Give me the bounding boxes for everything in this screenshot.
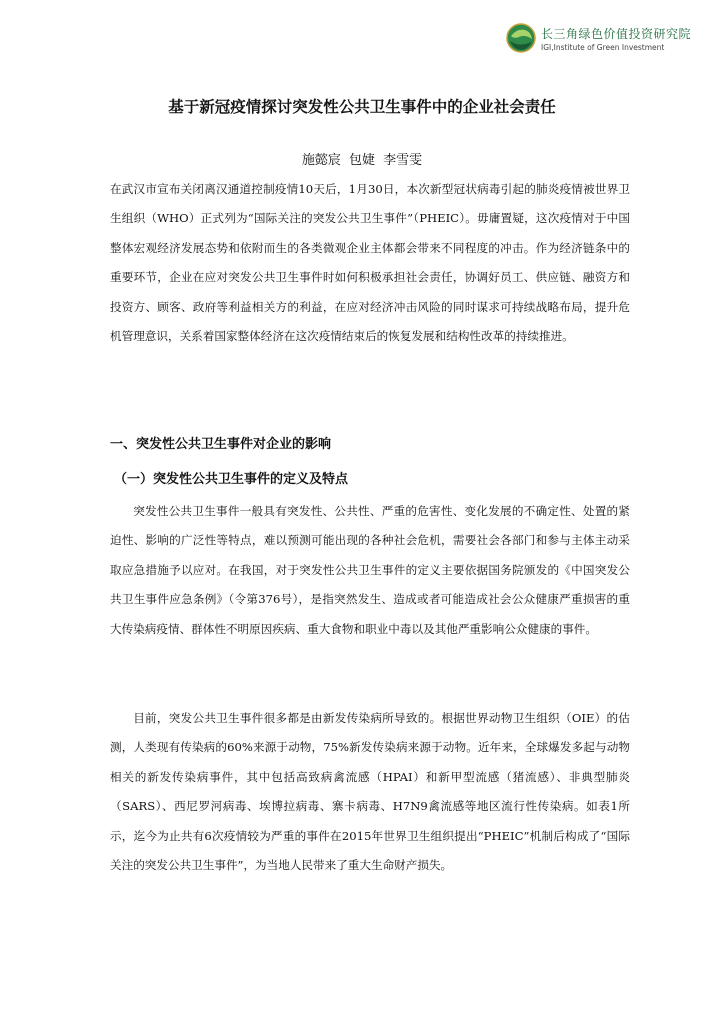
article-authors: 施懿宸 包婕 李雪雯 xyxy=(301,153,423,168)
org-name-en: IGI,Institute of Green Investment xyxy=(541,43,665,52)
definition-paragraph: 突发性公共卫生事件一般具有突发性、公共性、严重的危害性、变化发展的不确定性、处置的紧迫性、影响的广泛性等特点，难以预测可能出现的各种社会危机，需要社会各部门和参与主体主动采取应急措施予以应对。在我国，对于突发性公共卫生事件的定义主要依据国务院颁发的《中国突发公共卫生事件应急条例》（令第376号），是指突然发生、造成或者可能造成社会公众健康严重损害的重大传染病疫情、群体性不明原因疾病、重大食物和职业中毒以及其他严重影响公众健康的事件。 xyxy=(110,504,630,636)
article-title: 基于新冠疫情探讨突发性公共卫生事件中的企业社会责任 xyxy=(168,98,556,116)
intro-paragraph: 在武汉市宣布关闭离汉通道控制疫情10天后，1月30日，本次新型冠状病毒引起的肺炎疫情被世界卫生组织（WHO）正式列为“国际关注的突发公共卫生事件”（PHEIC）。毋庸置疑，这次疫情对于中国整体宏观经济发展态势和依附而生的各类微观企业主体都会带来不同程度的冲击。作为经济链条中的重要环节，企业在应对突发公共卫生事件时如何积极承担社会责任，协调好员工、供应链、融资方和投资方、顾客、政府等利益相关方的利益，在应对经济冲击风险的同时谋求可持续战略布局，提升危机管理意识，关系着国家整体经济在这次疫情结束后的恢复发展和结构性改革的持续推进。 xyxy=(110,182,630,344)
subsection-heading: （一）突发性公共卫生事件的定义及特点 xyxy=(114,472,349,487)
org-name-cn: 长三角绿色价值投资研究院 xyxy=(541,27,692,41)
section-heading: 一、突发性公共卫生事件对企业的影响 xyxy=(110,437,332,452)
green-globe-logo-icon xyxy=(505,22,537,54)
current-situation-paragraph: 目前，突发公共卫生事件很多都是由新发传染病所导致的。根据世界动物卫生组织（OIE）的估测，人类现有传染病的60%来源于动物，75%新发传染病来源于动物。近年来，全球爆发多起与动物相关的新发传染病事件，其中包括高致病禽流感（HPAI）和新甲型流感（猪流感）、非典型肺炎（SARS）、西尼罗河病毒、埃博拉病毒、寨卡病毒、H7N9禽流感等地区流行性传染病。如表1所示，迄今为止共有6次疫情较为严重的事件在2015年世界卫生组织提出“PHEIC”机制后构成了“国际关注的突发公共卫生事件”，为当地人民带来了重大生命财产损失。 xyxy=(110,711,630,873)
org-logo xyxy=(505,20,715,60)
